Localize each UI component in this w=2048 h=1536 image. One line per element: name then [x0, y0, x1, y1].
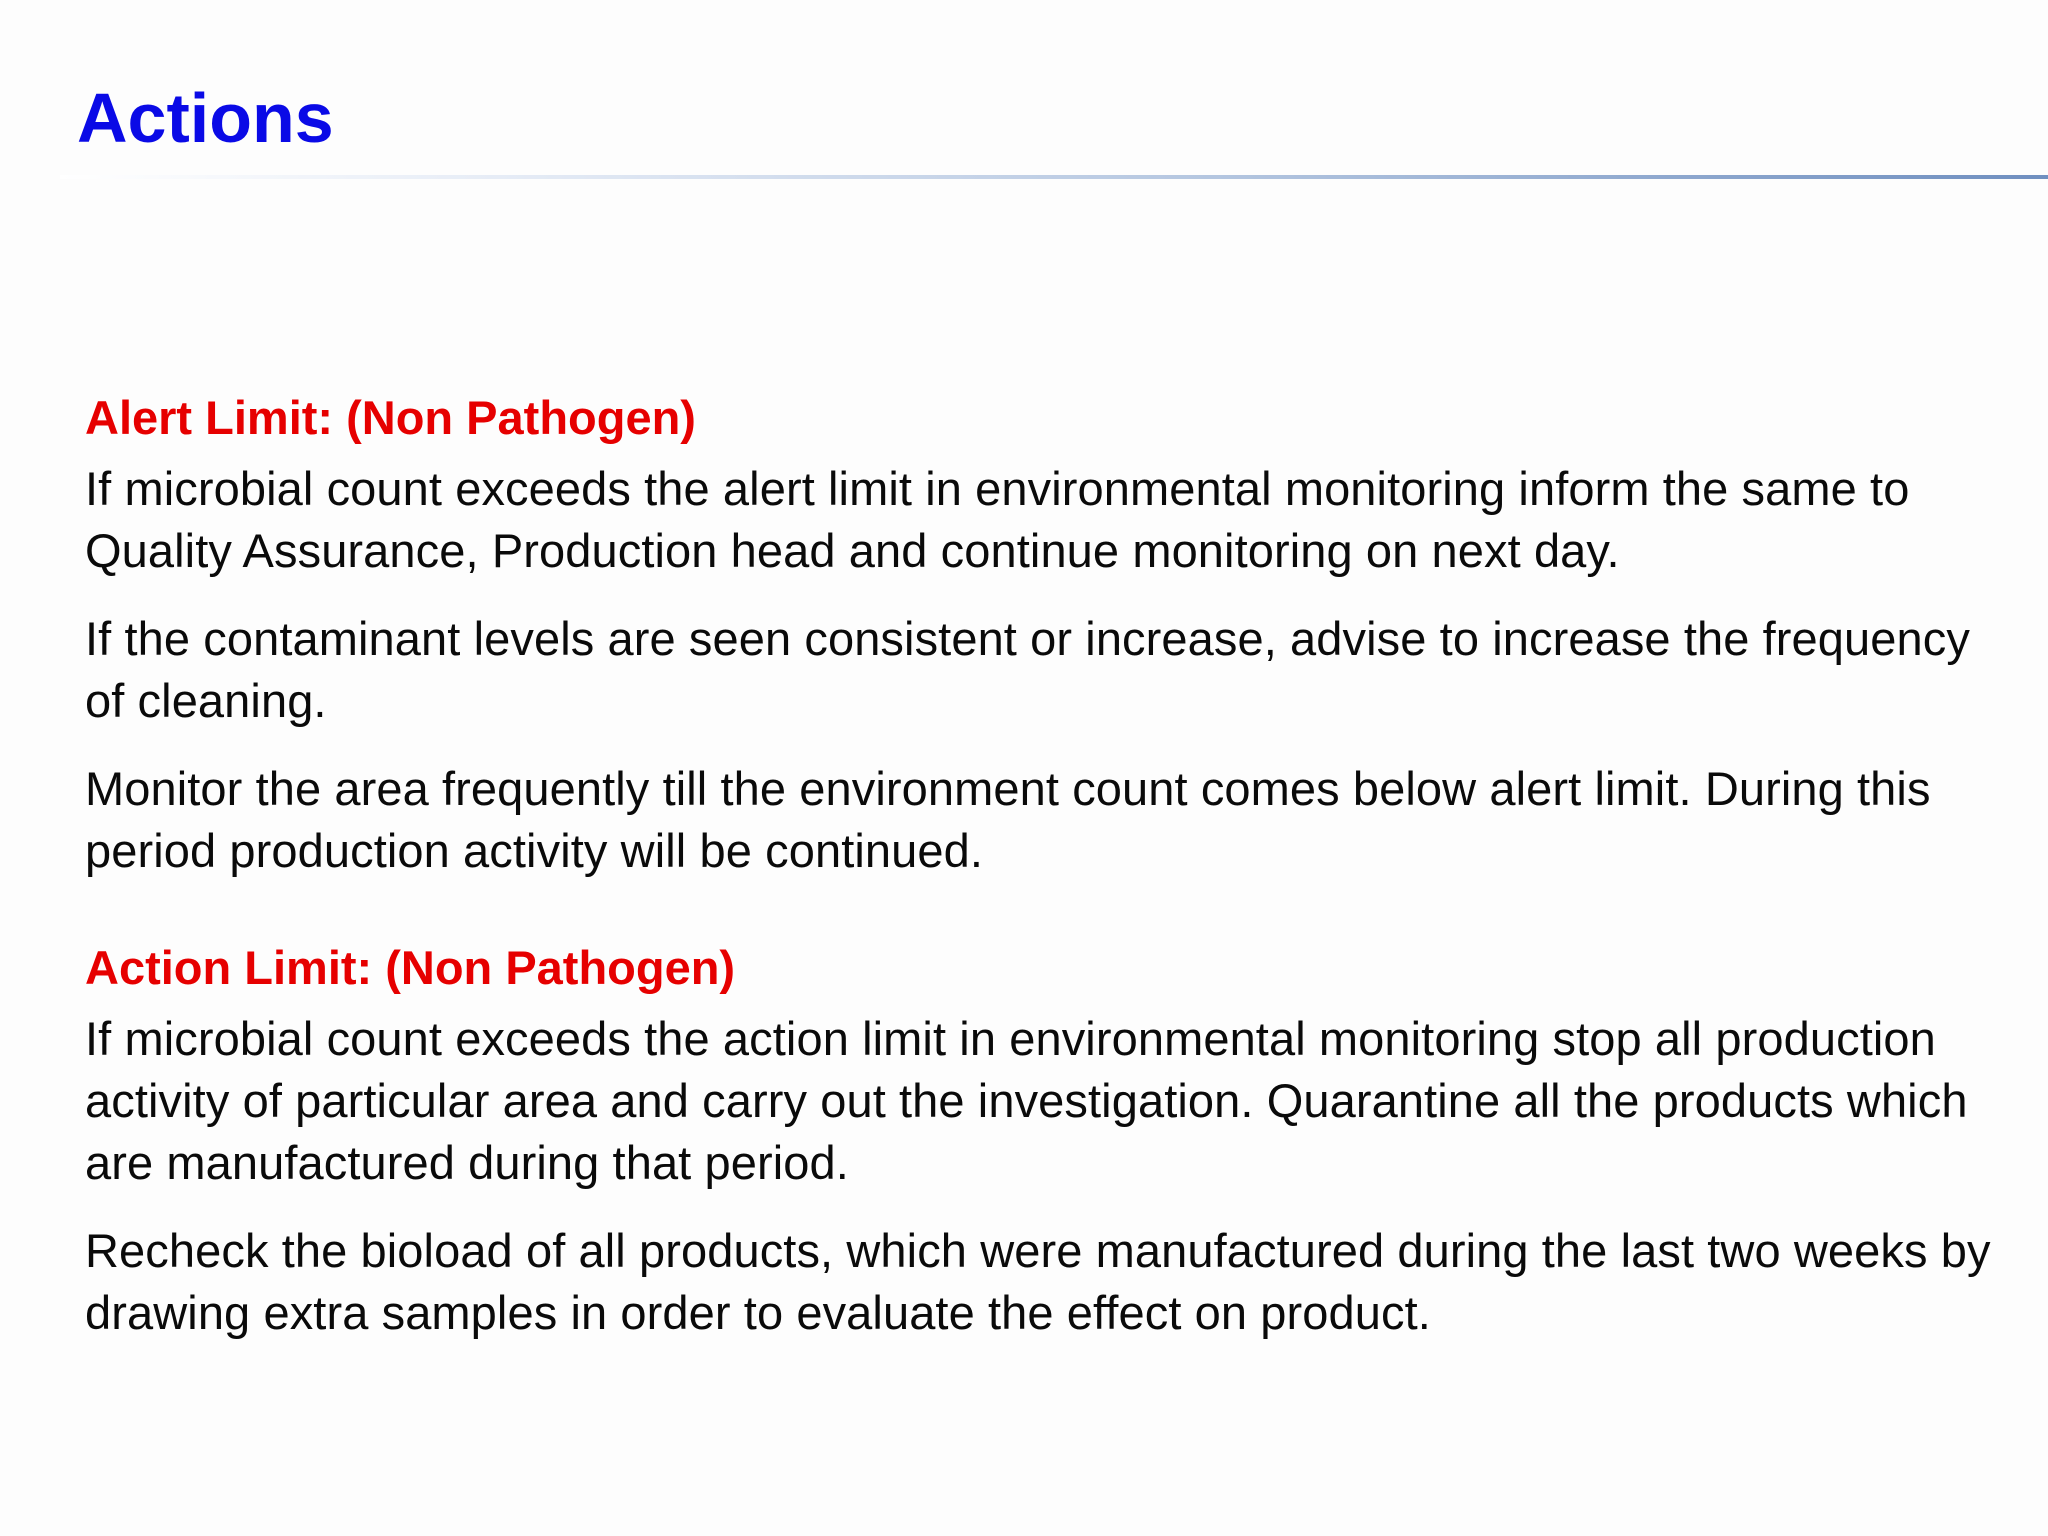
action-limit-paragraph: Recheck the bioload of all products, which were manufactured during the last two weeks by drawing extra samples in order to evaluate the effect on product. [85, 1224, 1991, 1339]
slide-title: Actions [77, 79, 334, 157]
alert-limit-paragraph: If microbial count exceeds the alert limit in environmental monitoring inform the same to Quality Assurance, Production head and continue monitoring on next day. [85, 462, 1910, 577]
alert-limit-heading: Alert Limit: (Non Pathogen) [85, 391, 696, 444]
title-divider [60, 175, 2048, 179]
alert-limit-paragraph: If the contaminant levels are seen consistent or increase, advise to increase the frequency of cleaning. [85, 612, 1970, 727]
action-limit-paragraph: If microbial count exceeds the action limit in environmental monitoring stop all production activity of particular area and carry out the investigation. Quarantine all the products which are manufactured during that period. [85, 1012, 1968, 1189]
alert-limit-paragraph: Monitor the area frequently till the environment count comes below alert limit. During this period production activity will be continued. [85, 762, 1931, 877]
action-limit-heading: Action Limit: (Non Pathogen) [85, 941, 736, 994]
slide-content [85, 384, 2005, 1344]
action-limit-section [85, 934, 2005, 1344]
alert-limit-section [85, 384, 2005, 882]
